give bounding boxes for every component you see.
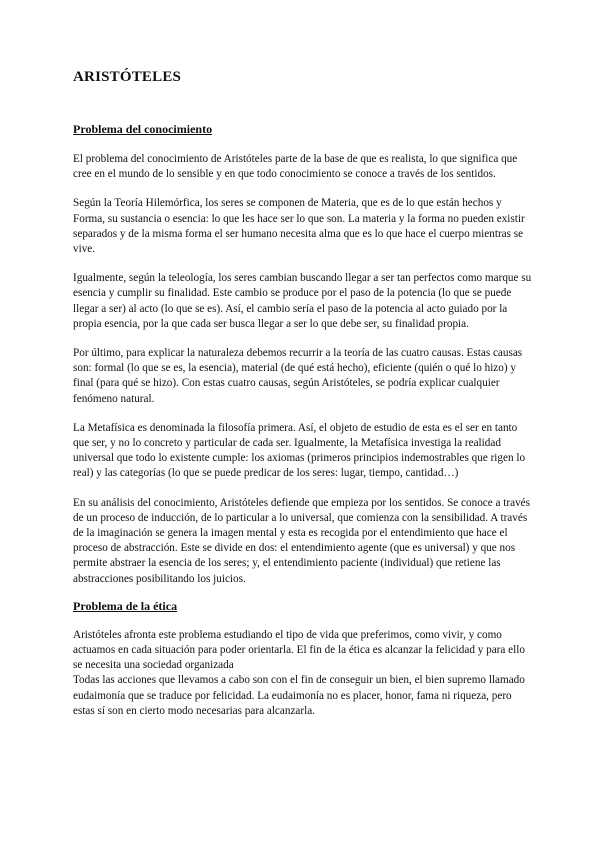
paragraph-hilemorfica: Según la Teoría Hilemórfica, los seres se componen de Materia, que es de lo que están hechos y Forma, su sustancia o esencia: lo que les hace ser lo que son. La materia y la forma no pueden existir separados y de la misma forma el ser humano necesita alma que es lo que hace el cuerpo mientras se vive.	[73, 197, 525, 256]
paragraph-teleologia: Igualmente, según la teleología, los seres cambian buscando llegar a ser tan perfectos como marque su esencia y cumplir su finalidad. Este cambio se produce por el paso de la potencia (lo que se puede llegar a ser) al acto (lo que se es). Así, el cambio sería el paso de la potencia al acto guiado por la propia esencia, por la que cada ser busca llegar a ser lo que debe ser, su finalidad propia.	[73, 272, 532, 330]
section-heading-conocimiento: Problema del conocimiento	[73, 122, 213, 136]
document-title: ARISTÓTELES	[73, 69, 182, 85]
document-page	[73, 68, 533, 719]
paragraph-eudaimonia: Todas las acciones que llevamos a cabo son con el fin de conseguir un bien, el bien supremo llamado eudaimonía que se traduce por felicidad. La eudaimonía no es placer, honor, fama ni riqueza, pero estas sí son en cierto modo necesarias para alcanzarla.	[73, 674, 525, 717]
paragraph-realismo: El problema del conocimiento de Aristóteles parte de la base de que es realista, lo que significa que cree en el mundo de lo sensible y en que todo conocimiento se conoce a través de los sentidos.	[73, 153, 518, 181]
paragraph-analisis-conocimiento: En su análisis del conocimiento, Aristóteles defiende que empieza por los sentidos. Se conoce a través de un proceso de inducción, de lo particular a lo universal, que comienza con la sensibilidad. A través de la imaginación se genera la imagen mental y esta es recogida por el entendimiento que hace el proceso de abstracción. Este se divide en dos: el entendimiento agente (que es universal) y que nos permite abstraer la esencia de los seres; y, el entendimiento paciente (individual) que retiene las abstracciones posibilitando los juicios.	[73, 496, 531, 585]
section-heading-etica: Problema de la ética	[73, 598, 178, 613]
paragraph-metafisica: La Metafísica es denominada la filosofía primera. Así, el objeto de estudio de esta es el ser en tanto que ser, y no lo concreto y particular de cada ser. Igualmente, la Metafísica investiga la realidad universal que todo lo existente cumple: los axiomas (primeros principios indemostrables que rigen lo real) y las categorías (lo que se puede predicar de los seres: lugar, tiempo, cantidad…)	[73, 421, 526, 480]
paragraph-cuatro-causas: Por último, para explicar la naturaleza debemos recurrir a la teoría de las cuatro causas. Estas causas son: formal (lo que se es, la esencia), material (de qué está hecho), eficiente (quién o qué lo hizo) y final (para qué se hizo). Con estas cuatro causas, según Aristóteles, se podría explicar cualquier fenómeno natural.	[73, 347, 523, 405]
paragraph-etica-fin: Aristóteles afronta este problema estudiando el tipo de vida que preferimos, como vivir, y como actuamos en cada situación para poder orientarla. El fin de la ética es alcanzar la felicidad y para ello se necesita una sociedad organizada	[73, 628, 525, 672]
